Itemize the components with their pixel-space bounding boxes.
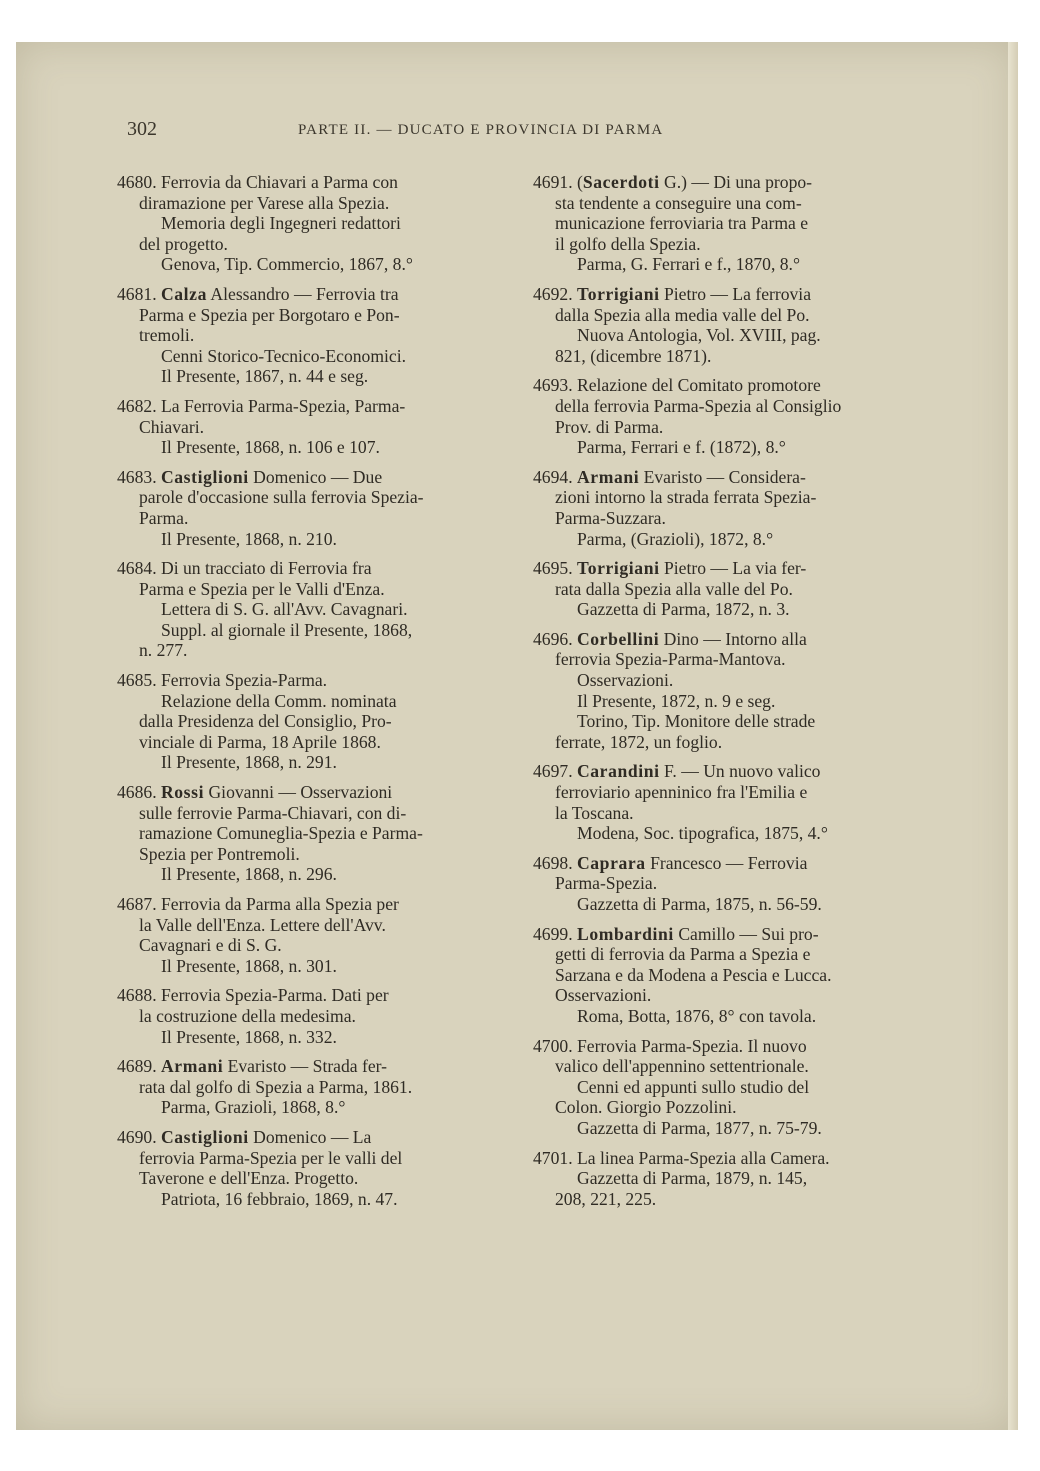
author-name: Armani bbox=[576, 466, 640, 487]
entry-line: Sarzana e da Modena a Pescia e Lucca. bbox=[555, 964, 832, 985]
entry-line: 4700. Ferrovia Parma-Spezia. Il nuovo bbox=[533, 1035, 807, 1056]
entry-line: Parma. bbox=[139, 507, 189, 528]
entry-line: n. 277. bbox=[139, 640, 188, 661]
entry-line: Relazione della Comm. nominata bbox=[161, 690, 397, 711]
author-name: Rossi bbox=[160, 782, 205, 803]
entry-line: Il Presente, 1868, n. 210. bbox=[161, 528, 337, 549]
bibliography-entry bbox=[533, 284, 921, 366]
entry-line: Torino, Tip. Monitore delle strade bbox=[577, 711, 816, 732]
entry-line: Parma-Spezia. bbox=[555, 873, 658, 894]
bibliography-entry bbox=[533, 172, 921, 275]
entry-line: Parma, (Grazioli), 1872, 8.° bbox=[577, 528, 774, 549]
entry-line: Il Presente, 1868, n. 296. bbox=[161, 864, 337, 885]
bibliography-entry bbox=[117, 894, 509, 976]
entry-line: Cenni Storico-Tecnico-Economici. bbox=[161, 345, 407, 366]
bibliography-entry bbox=[533, 558, 921, 620]
entry-line: 4689. Armani Evaristo — Strada fer- bbox=[117, 1056, 388, 1077]
entry-line: il golfo della Spezia. bbox=[555, 233, 701, 254]
bibliography-entry bbox=[533, 629, 921, 753]
entry-line: la Toscana. bbox=[555, 802, 634, 823]
running-title: PARTE II. — DUCATO E PROVINCIA DI PARMA bbox=[298, 122, 664, 138]
entry-line: Parma-Suzzara. bbox=[555, 507, 666, 528]
entry-line: Spezia per Pontremoli. bbox=[139, 843, 300, 864]
entry-line: dalla Presidenza del Consiglio, Pro- bbox=[139, 711, 392, 732]
entry-line: ferrovia Spezia-Parma-Mantova. bbox=[555, 649, 786, 670]
entry-line: 4696. Corbellini Dino — Intorno alla bbox=[533, 628, 807, 649]
entry-line: 4699. Lombardini Camillo — Sui pro- bbox=[533, 923, 819, 944]
entry-line: 4680. Ferrovia da Chiavari a Parma con bbox=[117, 172, 398, 192]
entry-line: 4698. Caprara Francesco — Ferrovia bbox=[533, 852, 808, 873]
entry-line: Modena, Soc. tipografica, 1875, 4.° bbox=[577, 823, 828, 844]
entry-line: 4685. Ferrovia Spezia-Parma. bbox=[117, 670, 328, 691]
bibliography-entry bbox=[117, 467, 509, 549]
page-edge bbox=[1008, 42, 1018, 1430]
entry-line: Osservazioni. bbox=[555, 985, 652, 1006]
author-name: Castiglioni bbox=[160, 466, 249, 487]
entry-line: Prov. di Parma. bbox=[555, 416, 664, 437]
entry-line: 4693. Relazione del Comitato promotore bbox=[533, 375, 821, 396]
entry-line: 4701. La linea Parma-Spezia alla Camera. bbox=[533, 1147, 830, 1168]
bibliography-entry bbox=[117, 985, 509, 1047]
entry-line: valico dell'appennino settentrionale. bbox=[555, 1056, 809, 1077]
entry-line: Genova, Tip. Commercio, 1867, 8.° bbox=[161, 254, 413, 275]
author-name: Sacerdoti bbox=[582, 172, 660, 192]
entry-line: Il Presente, 1868, n. 106 e 107. bbox=[161, 437, 380, 458]
entry-line: Chiavari. bbox=[139, 416, 204, 437]
bibliography-entry bbox=[117, 1056, 509, 1118]
author-name: Armani bbox=[160, 1056, 224, 1077]
entry-line: Colon. Giorgio Pozzolini. bbox=[555, 1097, 737, 1118]
entry-line: ramazione Comuneglia-Spezia e Parma- bbox=[139, 823, 423, 844]
entry-line: parole d'occasione sulla ferrovia Spezia- bbox=[139, 487, 424, 508]
bibliography-entry bbox=[117, 284, 509, 387]
entry-line: 4687. Ferrovia da Parma alla Spezia per bbox=[117, 894, 399, 914]
bibliography-entry bbox=[117, 670, 509, 773]
entry-line: 4684. Di un tracciato di Ferrovia fra bbox=[117, 558, 372, 579]
author-name: Castiglioni bbox=[160, 1126, 249, 1147]
bibliography-entry bbox=[117, 558, 509, 661]
entry-line: Suppl. al giornale il Presente, 1868, bbox=[161, 619, 413, 640]
entry-line: Taverone e dell'Enza. Progetto. bbox=[139, 1168, 359, 1189]
entry-line: 208, 221, 225. bbox=[555, 1188, 657, 1209]
right-column bbox=[533, 172, 921, 1218]
entry-line: Osservazioni. bbox=[577, 670, 674, 691]
entry-line: Lettera di S. G. all'Avv. Cavagnari. bbox=[161, 599, 408, 620]
entry-line: diramazione per Varese alla Spezia. bbox=[139, 192, 390, 213]
entry-line: rata dalla Spezia alla valle del Po. bbox=[555, 578, 793, 599]
entry-line: Parma, Grazioli, 1868, 8.° bbox=[161, 1097, 346, 1118]
author-name: Corbellini bbox=[576, 628, 660, 649]
entry-line: 4697. Carandini F. — Un nuovo valico bbox=[533, 761, 821, 782]
entry-line: 821, (dicembre 1871). bbox=[555, 345, 712, 366]
entry-line: Cavagnari e di S. G. bbox=[139, 935, 282, 956]
entry-line: Roma, Botta, 1876, 8° con tavola. bbox=[577, 1005, 817, 1026]
author-name: Torrigiani bbox=[576, 283, 660, 304]
entry-line: Gazzetta di Parma, 1879, n. 145, bbox=[577, 1168, 808, 1189]
entry-line: Gazzetta di Parma, 1875, n. 56-59. bbox=[577, 894, 822, 914]
entry-line: getti di ferrovia da Parma a Spezia e bbox=[555, 944, 811, 965]
entry-line: 4681. Calza Alessandro — Ferrovia tra bbox=[117, 283, 399, 304]
entry-line: vinciale di Parma, 18 Aprile 1868. bbox=[139, 731, 381, 752]
author-name: Calza bbox=[160, 283, 207, 304]
entry-line: 4695. Torrigiani Pietro — La via fer- bbox=[533, 558, 807, 579]
entry-line: Memoria degli Ingegneri redattori bbox=[161, 213, 401, 234]
entry-line: Cenni ed appunti sullo studio del bbox=[577, 1076, 810, 1097]
entry-line: 4683. Castiglioni Domenico — Due bbox=[117, 466, 383, 487]
left-column bbox=[117, 172, 509, 1218]
entry-line: ferrate, 1872, un foglio. bbox=[555, 731, 723, 752]
entry-line: Gazzetta di Parma, 1872, n. 3. bbox=[577, 599, 790, 620]
entry-line: la Valle dell'Enza. Lettere dell'Avv. bbox=[139, 914, 386, 935]
author-name: Caprara bbox=[576, 852, 646, 873]
entry-line: Patriota, 16 febbraio, 1869, n. 47. bbox=[161, 1188, 398, 1209]
bibliography-entry bbox=[533, 853, 921, 915]
entry-line: 4691. (Sacerdoti G.) — Di una propo- bbox=[533, 172, 813, 192]
author-name: Lombardini bbox=[576, 923, 674, 944]
bibliography-entry bbox=[533, 761, 921, 843]
bibliography-entry bbox=[533, 924, 921, 1027]
entry-line: tremoli. bbox=[139, 325, 195, 346]
bibliography-entry bbox=[117, 1127, 509, 1209]
entry-line: Parma, Ferrari e f. (1872), 8.° bbox=[577, 437, 786, 458]
bibliography-entry bbox=[117, 782, 509, 885]
entry-line: Il Presente, 1868, n. 332. bbox=[161, 1026, 337, 1047]
entry-line: 4694. Armani Evaristo — Considera- bbox=[533, 466, 806, 487]
bibliography-entry bbox=[117, 172, 509, 275]
entry-line: sta tendente a conseguire una com- bbox=[555, 192, 802, 213]
entry-line: ferrovia Parma-Spezia per le valli del bbox=[139, 1147, 403, 1168]
bibliography-entry bbox=[117, 396, 509, 458]
page-number: 302 bbox=[127, 118, 157, 140]
entry-line: 4690. Castiglioni Domenico — La bbox=[117, 1126, 372, 1147]
bibliography-entry bbox=[533, 467, 921, 549]
bibliography-entry bbox=[533, 1036, 921, 1139]
entry-line: 4692. Torrigiani Pietro — La ferrovia bbox=[533, 283, 812, 304]
entry-line: sulle ferrovie Parma-Chiavari, con di- bbox=[139, 802, 407, 823]
entry-line: della ferrovia Parma-Spezia al Consiglio bbox=[555, 395, 842, 416]
entry-line: Gazzetta di Parma, 1877, n. 75-79. bbox=[577, 1117, 822, 1138]
entry-line: Parma e Spezia per Borgotaro e Pon- bbox=[139, 304, 400, 325]
entry-line: 4682. La Ferrovia Parma-Spezia, Parma- bbox=[117, 395, 406, 416]
entry-line: rata dal golfo di Spezia a Parma, 1861. bbox=[139, 1076, 413, 1097]
entry-line: Il Presente, 1868, n. 291. bbox=[161, 752, 337, 773]
entry-line: 4686. Rossi Giovanni — Osservazioni bbox=[117, 782, 393, 803]
author-name: Carandini bbox=[576, 761, 660, 782]
entry-line: ferroviario apenninico fra l'Emilia e bbox=[555, 782, 808, 803]
entry-line: la costruzione della medesima. bbox=[139, 1005, 356, 1026]
entry-line: zioni intorno la strada ferrata Spezia- bbox=[555, 487, 817, 508]
entry-line: 4688. Ferrovia Spezia-Parma. Dati per bbox=[117, 985, 389, 1006]
entry-line: Il Presente, 1872, n. 9 e seg. bbox=[577, 690, 776, 711]
entry-line: Il Presente, 1867, n. 44 e seg. bbox=[161, 366, 369, 387]
bibliography-entry bbox=[533, 1148, 921, 1210]
entry-line: Parma e Spezia per le Valli d'Enza. bbox=[139, 578, 385, 599]
author-name: Torrigiani bbox=[576, 558, 660, 579]
entry-line: dalla Spezia alla media valle del Po. bbox=[555, 304, 810, 325]
entry-line: Parma, G. Ferrari e f., 1870, 8.° bbox=[577, 254, 800, 275]
entry-line: Il Presente, 1868, n. 301. bbox=[161, 955, 337, 976]
bibliography-entry bbox=[533, 375, 921, 457]
entry-line: del progetto. bbox=[139, 233, 228, 254]
entry-line: Nuova Antologia, Vol. XVIII, pag. bbox=[577, 325, 821, 346]
entry-line: municazione ferroviaria tra Parma e bbox=[555, 213, 809, 234]
